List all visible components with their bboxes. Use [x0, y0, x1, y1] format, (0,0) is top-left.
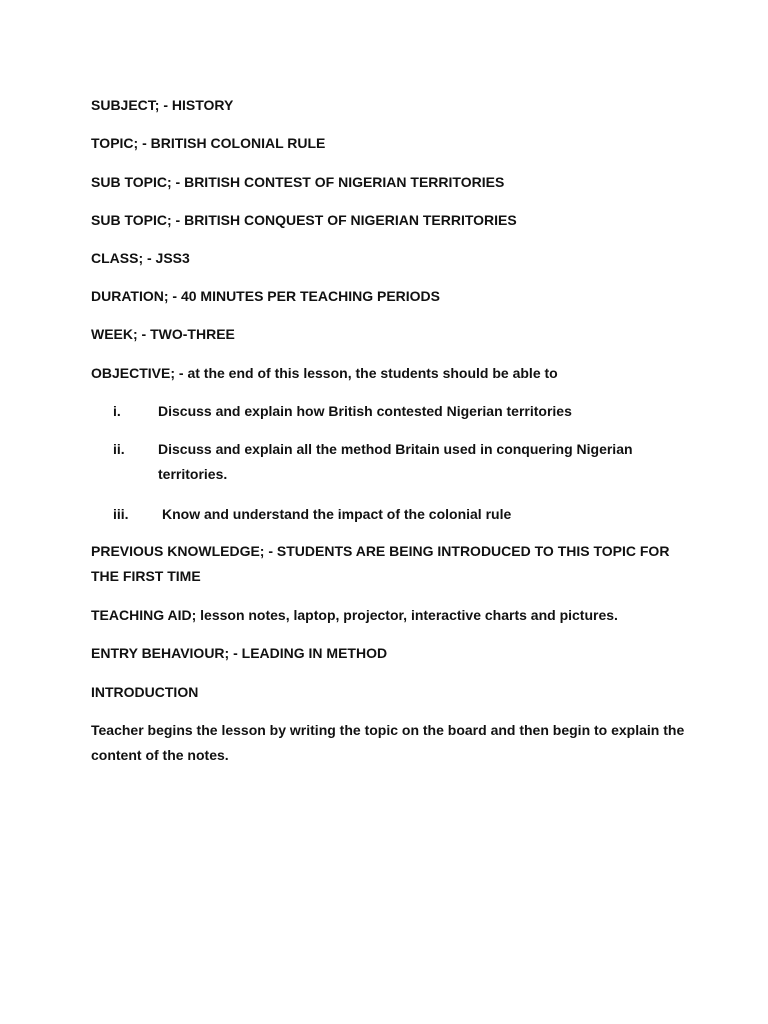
entry-behaviour-line: ENTRY BEHAVIOUR; - LEADING IN METHOD [91, 645, 388, 661]
objective-item-number: iii. [113, 506, 129, 522]
objective-item-text: Know and understand the impact of the colonial rule [162, 506, 512, 522]
objective-item-text: Discuss and explain how British contested Nigerian territories [158, 403, 572, 419]
objective-item-number: i. [113, 403, 121, 419]
objective-item-text: Discuss and explain all the method Britain used in conquering Nigerian territories. [158, 441, 633, 482]
introduction-heading: INTRODUCTION [91, 684, 199, 700]
objective-item-number: ii. [113, 441, 125, 457]
subject-line: SUBJECT; - HISTORY [91, 97, 234, 113]
previous-knowledge-paragraph: PREVIOUS KNOWLEDGE; - STUDENTS ARE BEING INTRODUCED TO THIS TOPIC FOR THE FIRST TIME [91, 543, 670, 584]
topic-line: TOPIC; - BRITISH COLONIAL RULE [91, 135, 326, 151]
class-line: CLASS; - JSS3 [91, 250, 190, 266]
teaching-aid-line: TEACHING AID; lesson notes, laptop, projector, interactive charts and pictures. [91, 607, 618, 623]
duration-line: DURATION; - 40 MINUTES PER TEACHING PERIODS [91, 288, 440, 304]
sub-topic-contest-line: SUB TOPIC; - BRITISH CONTEST OF NIGERIAN TERRITORIES [91, 174, 505, 190]
objective-line: OBJECTIVE; - at the end of this lesson, the students should be able to [91, 365, 558, 381]
sub-topic-conquest-line: SUB TOPIC; - BRITISH CONQUEST OF NIGERIAN TERRITORIES [91, 212, 517, 228]
introduction-paragraph: Teacher begins the lesson by writing the topic on the board and then begin to explain the content of the notes. [91, 722, 685, 763]
week-line: WEEK; - TWO-THREE [91, 326, 235, 342]
